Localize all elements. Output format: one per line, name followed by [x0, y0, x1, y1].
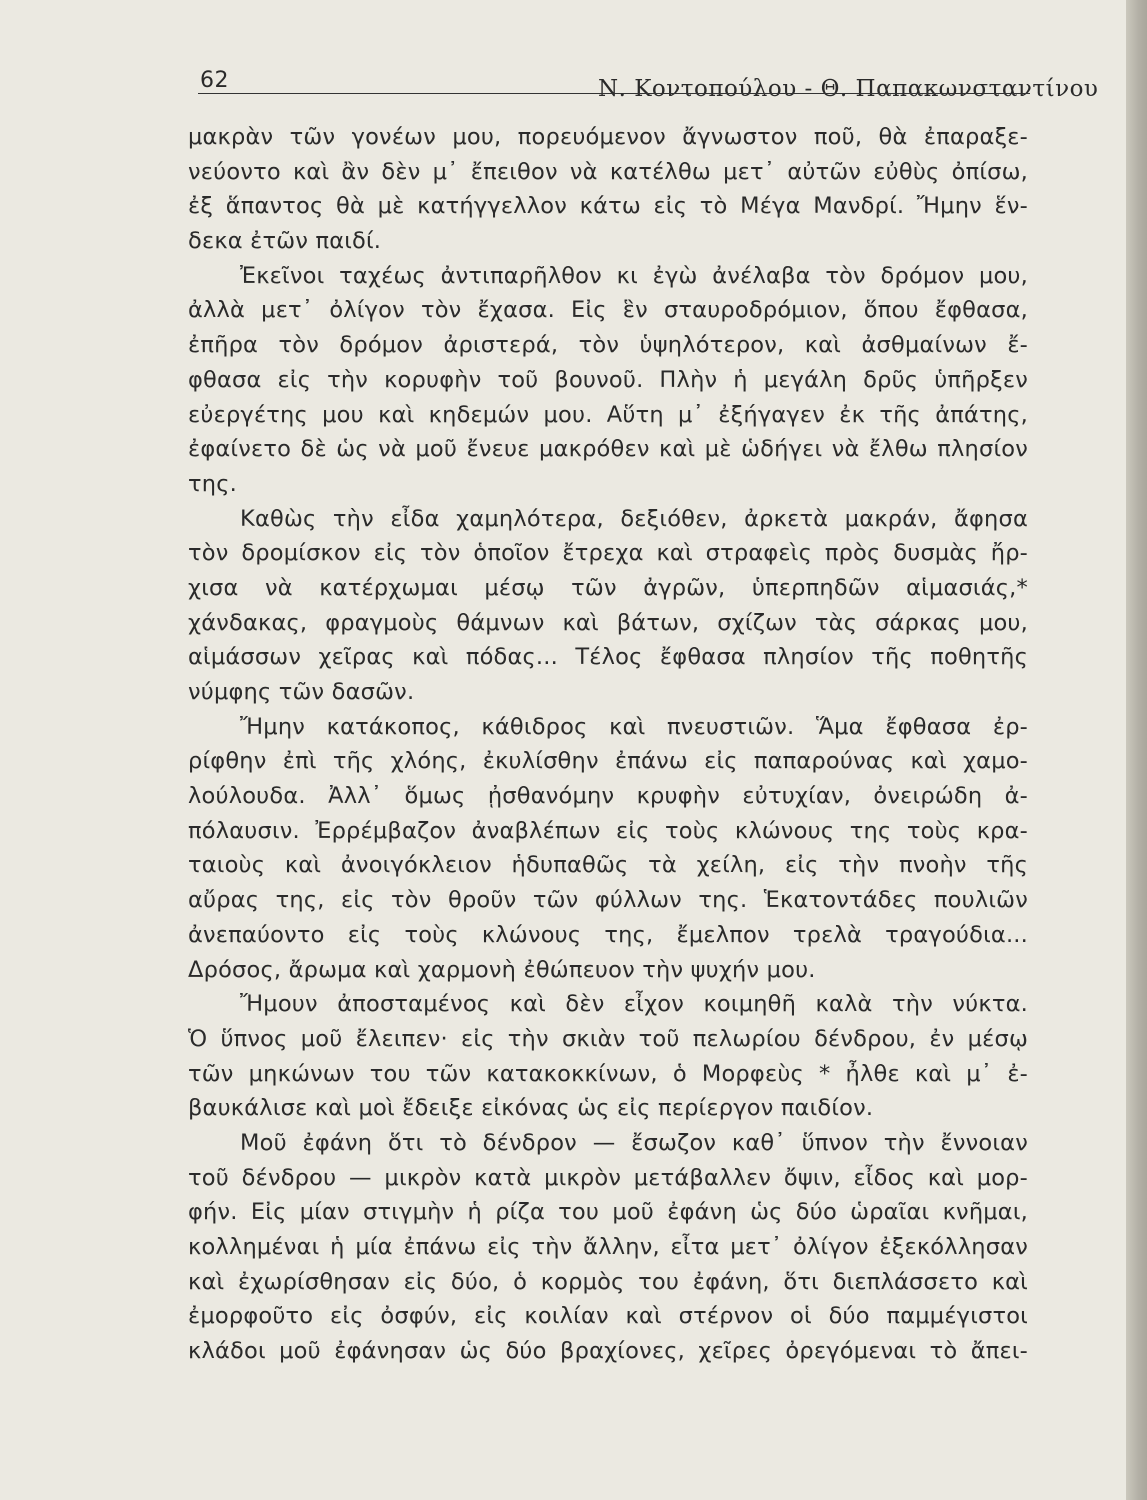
- text-line: φθασα εἰς τὴν κορυφὴν τοῦ βουνοῦ. Πλὴν ἡ μεγάλη δρῦς ὑπῆρξεν: [188, 366, 1028, 393]
- running-head: Ν. Κοντοπούλου - Θ. Παπακωνσταντίνου: [598, 76, 1099, 102]
- text-line: Ὁ ὕπνος μοῦ ἔλειπεν· εἰς τὴν σκιὰν τοῦ πελωρίου δένδρου, ἐν μέσῳ: [188, 1025, 1028, 1052]
- page-edge: [1126, 0, 1147, 1500]
- text-line: βαυκάλισε καὶ μοὶ ἔδειξε εἰκόνας ὡς εἰς περίεργον παιδίον.: [188, 1095, 874, 1122]
- text-line: τὸν δρομίσκον εἰς τὸν ὁποῖον ἔτρεχα καὶ στραφεὶς πρὸς δυσμὰς ἤρ-: [188, 540, 1028, 567]
- text-line: Ἐκεῖνοι ταχέως ἀντιπαρῆλθον κι ἐγὼ ἀνέλαβα τὸν δρόμον μου,: [240, 262, 1028, 289]
- text-line: ἐμορφοῦτο εἰς ὀσφύν, εἰς κοιλίαν καὶ στέρνον οἱ δύο παμμέγιστοι: [188, 1303, 1028, 1330]
- text-line: λούλουδα. Ἀλλ᾽ ὅμως ᾐσθανόμην κρυφὴν εὐτυχίαν, ὀνειρώδη ἀ-: [188, 783, 1028, 810]
- text-line: ἐξ ἅπαντος θὰ μὲ κατήγγελλον κάτω εἰς τὸ Μέγα Μανδρί. Ἤμην ἕν-: [188, 193, 1028, 220]
- text-line: μακρὰν τῶν γονέων μου, πορευόμενον ἄγνωστον ποῦ, θὰ ἐπαραξε-: [188, 124, 1028, 150]
- text-line: χάνδακας, φραγμοὺς θάμνων καὶ βάτων, σχίζων τὰς σάρκας μου,: [188, 609, 1028, 636]
- text-line: αἱμάσσων χεῖρας καὶ πόδας... Τέλος ἔφθασα πλησίον τῆς ποθητῆς: [188, 644, 1028, 671]
- text-line: Μοῦ ἐφάνη ὅτι τὸ δένδρον — ἔσωζον καθ᾽ ὕπνον τὴν ἔννοιαν: [240, 1129, 1028, 1156]
- text-line: φήν. Εἰς μίαν στιγμὴν ἡ ρίζα του μοῦ ἐφάνη ὡς δύο ὡραῖαι κνῆμαι,: [188, 1199, 1028, 1226]
- text-line: κλάδοι μοῦ ἐφάνησαν ὡς δύο βραχίονες, χεῖρες ὀρεγόμεναι τὸ ἄπει-: [188, 1338, 1028, 1365]
- text-line: καὶ ἐχωρίσθησαν εἰς δύο, ὁ κορμὸς του ἐφάνη, ὅτι διεπλάσσετο καὶ: [188, 1268, 1028, 1295]
- text-line: νεύοντο καὶ ἂν δὲν μ᾽ ἔπειθον νὰ κατέλθω μετ᾽ αὐτῶν εὐθὺς ὀπίσω,: [188, 158, 1028, 185]
- text-line: Ἤμουν ἀποσταμένος καὶ δὲν εἶχον κοιμηθῆ καλὰ τὴν νύκτα.: [240, 991, 1028, 1018]
- text-line: δεκα ἐτῶν παιδί.: [188, 228, 382, 255]
- text-line: χισα νὰ κατέρχωμαι μέσῳ τῶν ἀγρῶν, ὑπερπηδῶν αἱμασιάς,*: [188, 574, 1028, 601]
- text-line: αὔρας της, εἰς τὸν θροῦν τῶν φύλλων της. Ἑκατοντάδες πουλιῶν: [188, 887, 1028, 914]
- text-line: κολλημέναι ἡ μία ἐπάνω εἰς τὴν ἄλλην, εἶτα μετ᾽ ὀλίγον ἐξεκόλλησαν: [188, 1234, 1028, 1260]
- text-line: Δρόσος, ἄρωμα καὶ χαρμονὴ ἐθώπευον τὴν ψυχήν μου.: [188, 956, 816, 983]
- text-line: τοῦ δένδρου — μικρὸν κατὰ μικρὸν μετάβαλλεν ὄψιν, εἶδος καὶ μορ-: [188, 1164, 1028, 1191]
- text-line: ἀλλὰ μετ᾽ ὀλίγον τὸν ἔχασα. Εἰς ἓν σταυροδρόμιον, ὅπου ἔφθασα,: [188, 297, 1028, 324]
- text-line: της.: [188, 470, 237, 497]
- text-line: νύμφης τῶν δασῶν.: [188, 679, 415, 705]
- text-line: ἐπῆρα τὸν δρόμον ἀριστερά, τὸν ὑψηλότερον, καὶ ἀσθμαίνων ἔ-: [188, 332, 1028, 359]
- text-line: ἀνεπαύοντο εἰς τοὺς κλώνους της, ἔμελπον τρελὰ τραγούδια...: [188, 921, 1028, 948]
- text-line: ταιοὺς καὶ ἀνοιγόκλειον ἡδυπαθῶς τὰ χείλη, εἰς τὴν πνοὴν τῆς: [188, 852, 1028, 879]
- text-line: Ἤμην κατάκοπος, κάθιδρος καὶ πνευστιῶν. Ἅμα ἔφθασα ἐρ-: [240, 713, 1028, 740]
- body-text: [188, 120, 1028, 1369]
- text-line: ρίφθην ἐπὶ τῆς χλόης, ἐκυλίσθην ἐπάνω εἰς παπαρούνας καὶ χαμο-: [188, 748, 1028, 775]
- text-line: εὐεργέτης μου καὶ κηδεμών μου. Αὕτη μ᾽ ἐξήγαγεν ἐκ τῆς ἀπάτης,: [188, 401, 1028, 428]
- text-line: τῶν μηκώνων του τῶν κατακοκκίνων, ὁ Μορφεὺς * ἦλθε καὶ μ᾽ ἐ-: [188, 1060, 1028, 1087]
- text-line: πόλαυσιν. Ἐρρέμβαζον ἀναβλέπων εἰς τοὺς κλώνους της τοὺς κρα-: [188, 817, 1028, 844]
- text-line: ἐφαίνετο δὲ ὡς νὰ μοῦ ἔνευε μακρόθεν καὶ μὲ ὡδήγει νὰ ἔλθω πλησίον: [188, 436, 1028, 463]
- header-rule: [198, 93, 1030, 94]
- page-number: 62: [200, 68, 229, 93]
- text-line: Καθὼς τὴν εἶδα χαμηλότερα, δεξιόθεν, ἀρκετὰ μακράν, ἄφησα: [240, 505, 1028, 532]
